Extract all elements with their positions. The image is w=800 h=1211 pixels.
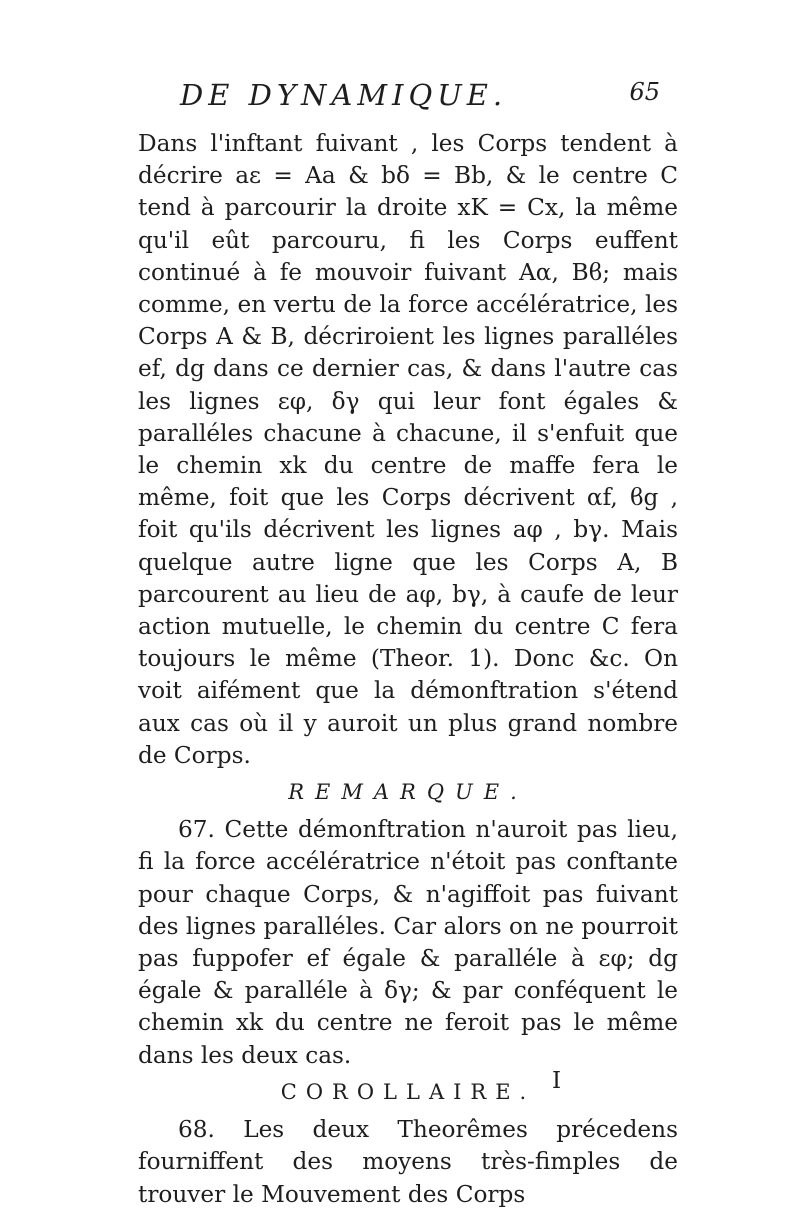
- paragraph-68: 68. Les deux Theorêmes précedens fourniffent des moyens très-fimples de trouver le Mouvement des Corps: [138, 1116, 678, 1208]
- heading-remarque: REMARQUE.: [288, 780, 528, 805]
- heading-corollaire: COROLLAIRE.: [280, 1079, 536, 1104]
- running-header: [180, 78, 660, 118]
- paragraph-67: 67. Cette démonftration n'auroit pas lieu, fi la force accélératrice n'étoit pas conftante pour chaque Corps, & n'agiffoit pas fuivant des lignes paralléles. Car alors on ne pourroit pas fuppofer ef égale & paralléle à εφ; dg égale & paralléle à δγ; & par conféquent le chemin xk du centre ne feroit pas le même dans les deux cas.: [138, 816, 678, 1069]
- running-title: DE DYNAMIQUE.: [180, 78, 508, 112]
- body-text: [138, 128, 678, 1211]
- catchword: I: [552, 1068, 562, 1094]
- paragraph-continuation: Dans l'inftant fuivant , les Corps tendent à décrire aε = Aa & bδ = Bb, & le centre C tend à parcourir la droite xK = Cx, la même qu'il eût parcouru, fi les Corps euffent continué à fe mouvoir fuivant Aα, Bϐ; mais comme, en vertu de la force accélératrice, les Corps A & B, décriroient les lignes paralléles ef, dg dans ce dernier cas, & dans l'autre cas les lignes εφ, δγ qui leur font égales & paralléles chacune à chacune, il s'enfuit que le chemin xk du centre de maffe fera le même, foit que les Corps décrivent αf, ϐg , foit qu'ils décrivent les lignes aφ , bγ. Mais quelque autre ligne que les Corps A, B parcourent au lieu de aφ, bγ, à caufe de leur action mutuelle, le chemin du centre C fera toujours le même (Theor. 1). Donc &c. On voit aifément que la démonftration s'étend aux cas où il y auroit un plus grand nombre de Corps.: [138, 130, 678, 769]
- page-number: 65: [629, 78, 660, 106]
